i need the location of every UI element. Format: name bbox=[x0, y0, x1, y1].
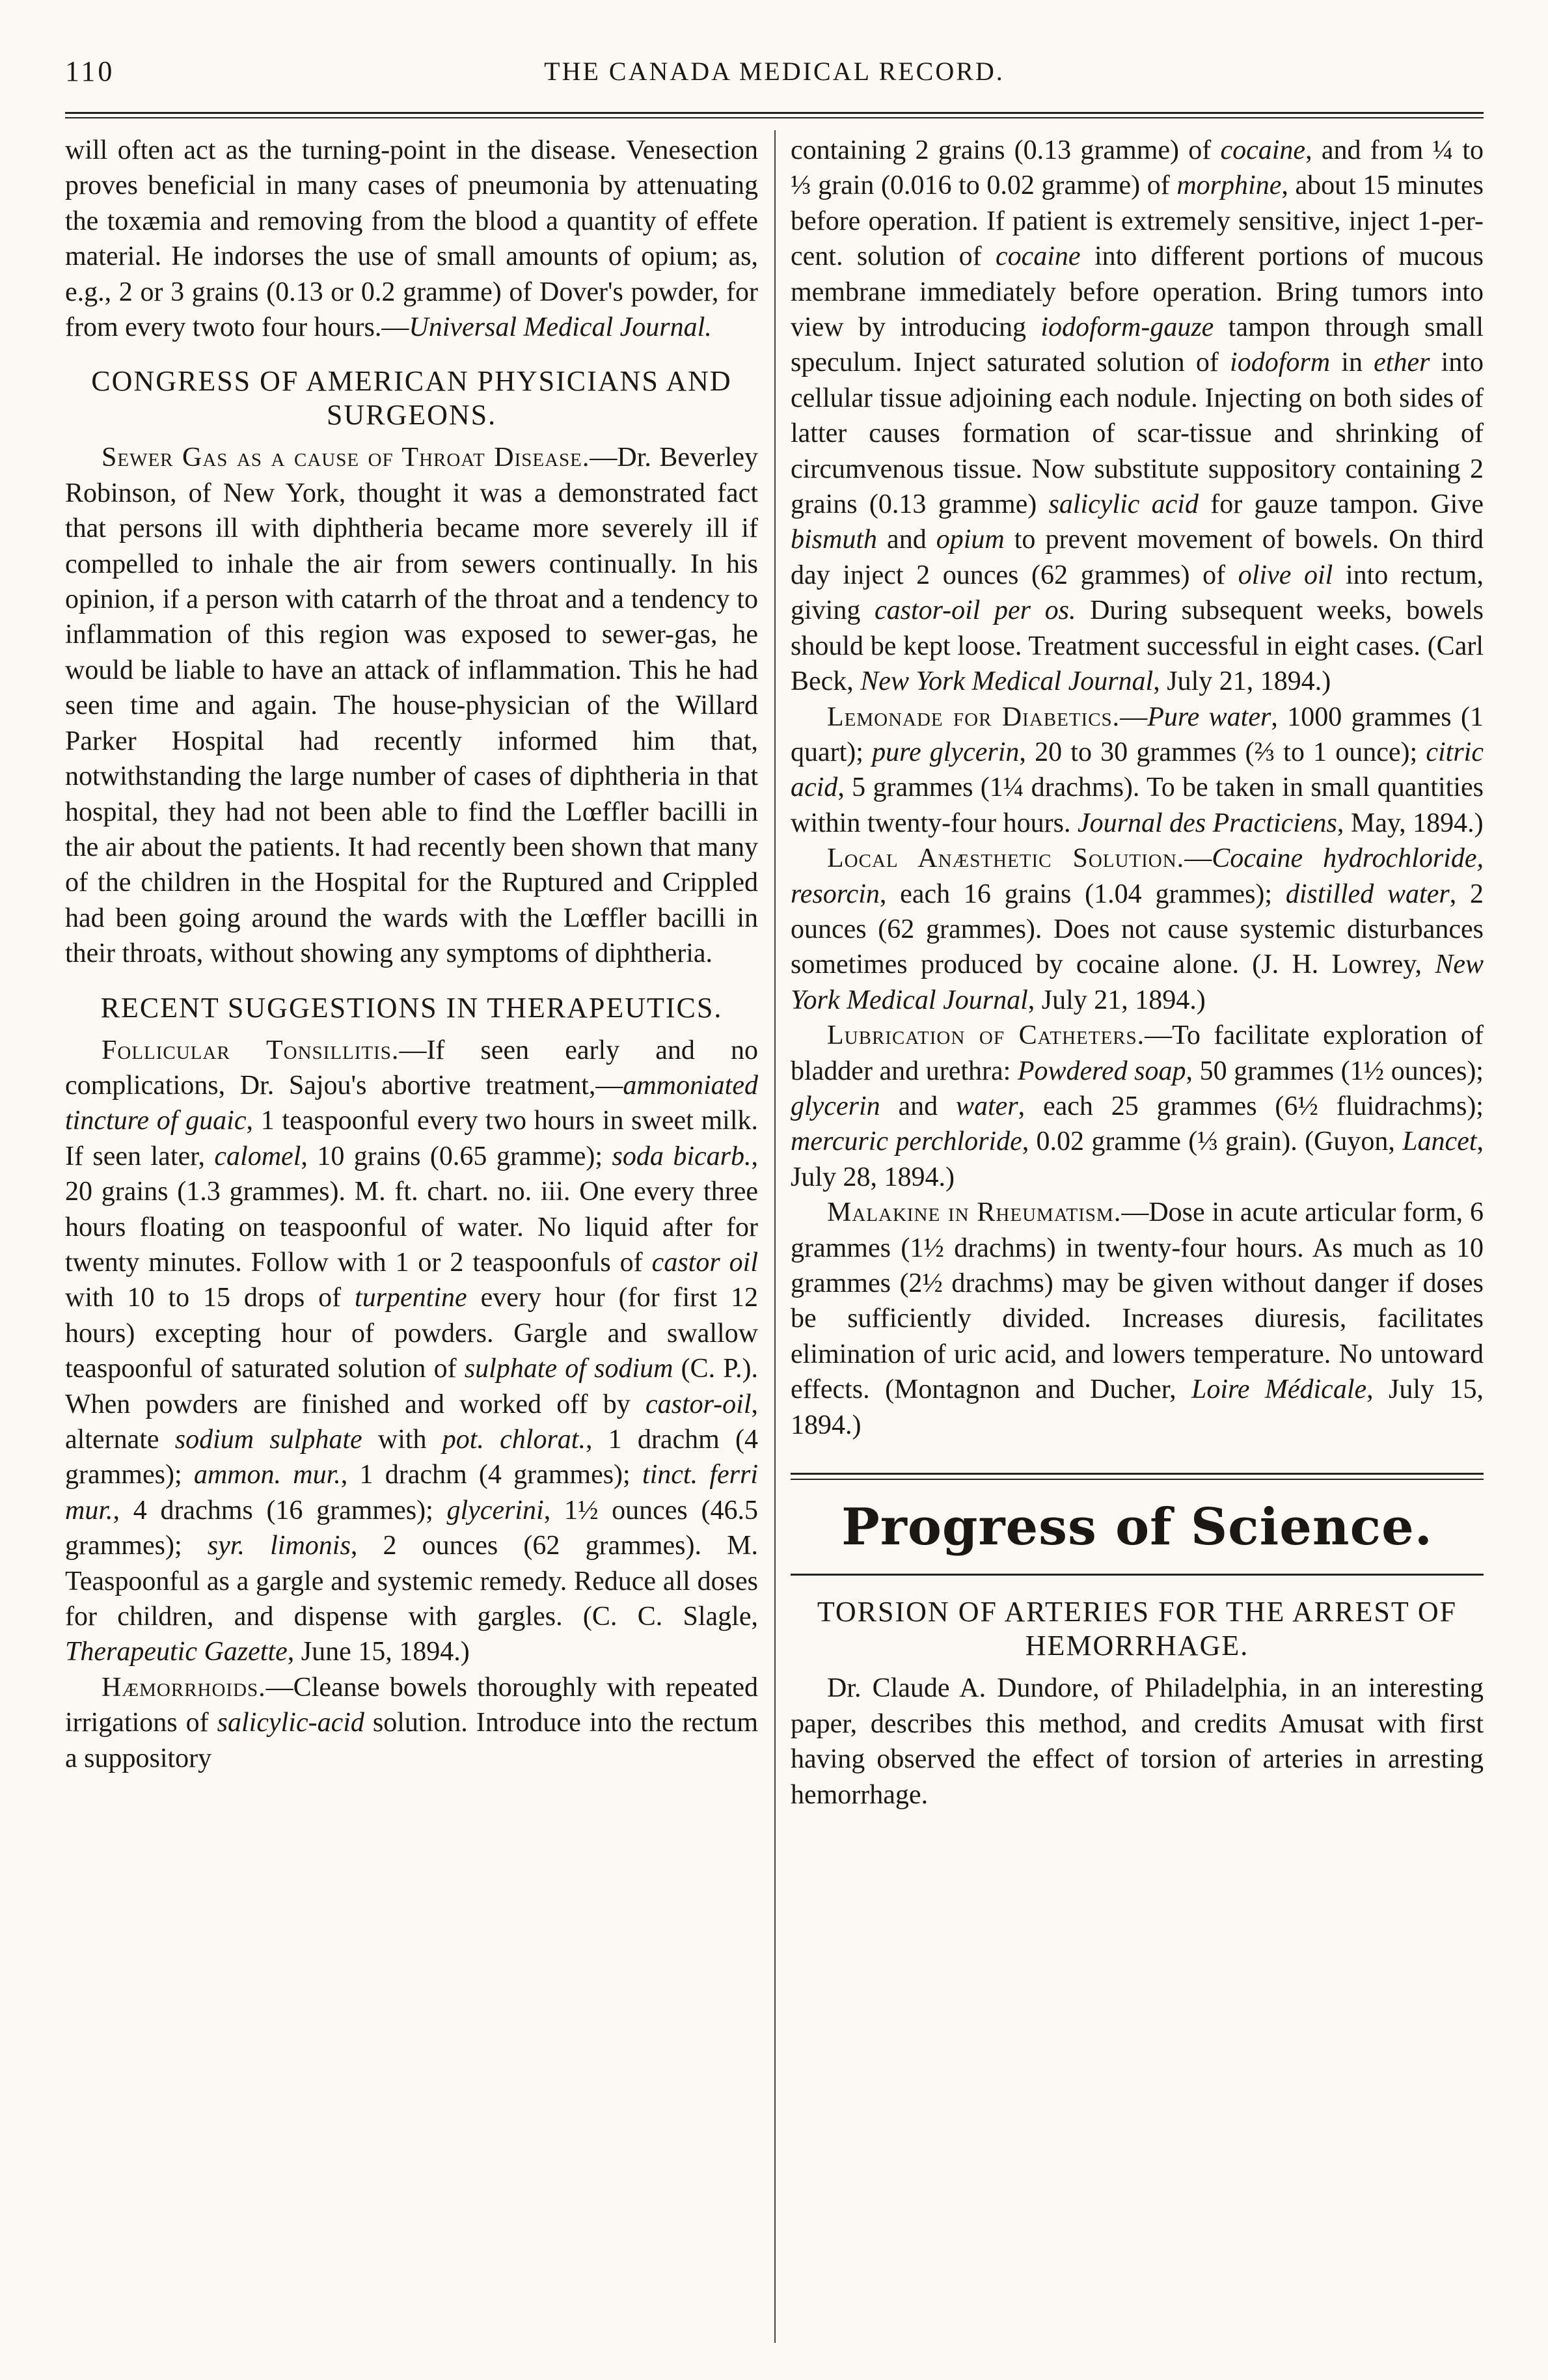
article-title-malakine: Malakine in Rheumatism. bbox=[827, 1197, 1122, 1228]
article-title-lemonade: Lemonade for Diabetics. bbox=[827, 702, 1120, 732]
heading-torsion: TORSION OF ARTERIES FOR THE ARREST OF HEMORRHAGE. bbox=[817, 1596, 1458, 1662]
running-title: THE CANADA MEDICAL RECORD. bbox=[544, 57, 1005, 86]
right-column bbox=[791, 133, 1484, 1812]
left-column bbox=[65, 133, 758, 1776]
page-number: 110 bbox=[65, 55, 115, 87]
article-follicular-tonsillitis: Follicular Tonsillitis.—If seen early and no complications, Dr. Sajou's abortive treatment,—ammoniated tincture of guaic, 1 teaspoonful every two hours in sweet milk. If seen later, calomel, 10 grains (0.65 gramme); soda bicarb., 20 grains (1.3 grammes). M. ft. chart. no. iii. One every three hours floating on teaspoonful of water. No liquid after for twenty minutes. Follow with 1 or 2 teaspoonfuls of castor oil with 10 to 15 drops of turpentine every hour (for first 12 hours) excepting hour of powders. Gargle and swallow teaspoonful of saturated solution of sulphate of sodium (C. P.). When powders are finished and worked off by castor-oil, alternate sodium sulphate with pot. chlorat., 1 drachm (4 grammes); ammon. mur., 1 drachm (4 grammes); tinct. ferri mur., 4 drachms (16 grammes); glycerini, 1½ ounces (46.5 grammes); syr. limonis, 2 ounces (62 grammes). M. Teaspoonful as a gargle and systemic remedy. Reduce all doses for children, and dispense with gargles. (C. C. Slagle, Therapeutic Gazette, June 15, 1894.) bbox=[65, 1035, 759, 1667]
article-title-catheters: Lubrication of Catheters. bbox=[827, 1020, 1145, 1051]
heading-congress: CONGRESS OF AMERICAN PHYSICIANS AND SURGEONS. bbox=[91, 365, 732, 431]
section-rule-bottom bbox=[791, 1574, 1484, 1576]
article-title-tonsillitis: Follicular Tonsillitis. bbox=[102, 1035, 400, 1065]
article-lemonade: Lemonade for Diabetics.—Pure water, 1000 grammes (1 quart); pure glycerin, 20 to 30 grammes (⅔ to 1 ounce); citric acid, 5 grammes (1¼ drachms). To be taken in small quantities within twenty-four hours. Journal des Practiciens, May, 1894.) bbox=[791, 702, 1484, 838]
article-local-anaesthetic: Local Anæsthetic Solution.—Cocaine hydrochloride, resorcin, each 16 grains (1.04 grammes); distilled water, 2 ounces (62 grammes). Does not cause systemic disturbances sometimes produced by cocaine alone. (J. H. Lowrey, New York Medical Journal, July 21, 1894.) bbox=[791, 843, 1484, 1015]
article-catheters: Lubrication of Catheters.—To facilitate exploration of bladder and urethra: Powdered soap, 50 grammes (1½ ounces); glycerin and water, each 25 grammes (6½ fluidrachms); mercuric perchloride, 0.02 gramme (⅓ grain). (Guyon, Lancet, July 28, 1894.) bbox=[791, 1020, 1484, 1192]
paragraph-pneumonia: will often act as the turning-point in the disease. Venesection proves beneficial in many cases of pneumonia by attenuating the toxæmia and removing from the blood a quantity of effete material. He indorses the use of small amounts of opium; as, e.g., 2 or 3 grains (0.13 or 0.2 gramme) of Dover's powder, for from every twoto four hours.—Universal Medical Journal. bbox=[65, 135, 758, 343]
article-title-sewer-gas: Sewer Gas as a cause of Throat Disease. bbox=[102, 443, 590, 473]
article-title-anaesthetic: Local Anæsthetic Solution. bbox=[827, 843, 1185, 874]
column-divider bbox=[774, 130, 776, 2343]
page-header bbox=[65, 55, 1484, 96]
header-rule bbox=[65, 112, 1484, 114]
article-torsion: Dr. Claude A. Dundore, of Philadelphia, in an interesting paper, describes this method, and credits Amusat with first having observed the effect of torsion of arteries in arresting hemorrhage. bbox=[791, 1673, 1484, 1810]
section-rule bbox=[791, 1473, 1484, 1480]
article-malakine: Malakine in Rheumatism.—Dose in acute articular form, 6 grammes (1½ drachms) in twenty-four hours. As much as 10 grammes (2½ drachms) may be given without danger if doses be sufficiently divided. Increases diuresis, facilitates elimination of uric acid, and lowers temperature. No untoward effects. (Montagnon and Ducher, Loire Médicale, July 15, 1894.) bbox=[791, 1197, 1484, 1440]
heading-therapeutics: RECENT SUGGESTIONS IN THERAPEUTICS. bbox=[100, 991, 723, 1024]
header-rule-thin bbox=[65, 117, 1484, 118]
article-sewer-gas: Sewer Gas as a cause of Throat Disease.—Dr. Beverley Robinson, of New York, thought it was a demonstrated fact that persons ill with diphtheria became more severely ill if compelled to inhale the air from sewers continually. In his opinion, if a person with catarrh of the throat and a tendency to inflammation of this region was exposed to sewer-gas, he would be liable to have an attack of inflammation. This he had seen time and again. The house-physician of the Willard Parker Hospital had recently informed him that, notwithstanding the large number of cases of diphtheria in that hospital, they had not been able to find the Lœffler bacilli in the air about the patients. It had recently been shown that many of the children in the Hospital for the Ruptured and Crippled had been going around the wards with the Lœffler bacilli in their throats, without showing any symptoms of diphtheria. bbox=[65, 443, 759, 969]
article-title-haemorrhoids: Hæmorrhoids. bbox=[102, 1672, 266, 1703]
article-haemorrhoids: Hæmorrhoids.—Cleanse bowels thoroughly with repeated irrigations of salicylic-acid solution. Introduce into the rectum a suppository bbox=[65, 1672, 758, 1773]
section-title-progress-of-science: Progress of Science. bbox=[841, 1498, 1433, 1557]
paragraph-haemorrhoids-cont: containing 2 grains (0.13 gramme) of cocaine, and from ¼ to ⅓ grain (0.016 to 0.02 gramme) of morphine, about 15 minutes before operation. If patient is extremely sensitive, inject 1-per-cent. solution of cocaine into different portions of mucous membrane immediately before operation. Bring tumors into view by introducing iodoform-gauze tampon through small speculum. Inject saturated solution of iodoform in ether into cellular tissue adjoining each nodule. Injecting on both sides of latter causes formation of scar-tissue and shrinking of circumvenous tissue. Now substitute suppository containing 2 grains (0.13 gramme) salicylic acid for gauze tampon. Give bismuth and opium to prevent movement of bowels. On third day inject 2 ounces (62 grammes) of olive oil into rectum, giving castor-oil per os. During subsequent weeks, bowels should be kept loose. Treatment successful in eight cases. (Carl Beck, New York Medical Journal, July 21, 1894.) bbox=[791, 135, 1484, 697]
